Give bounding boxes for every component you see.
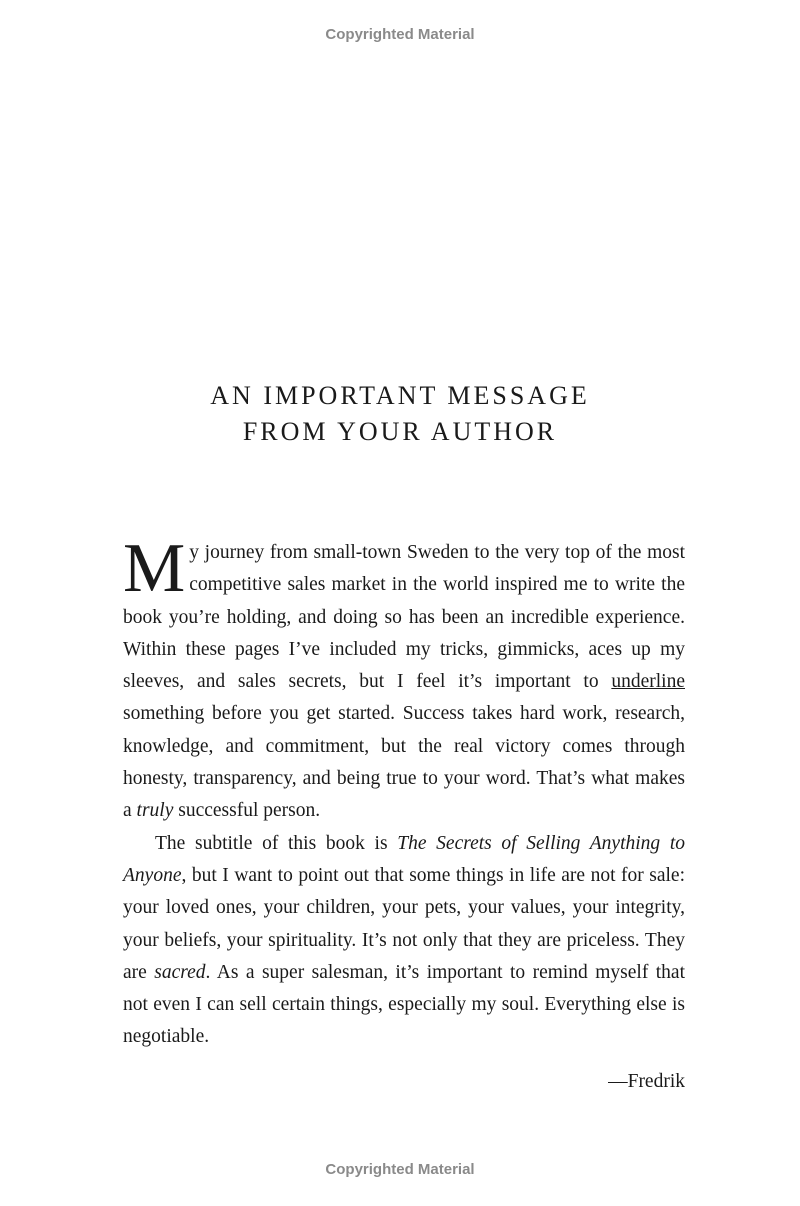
paragraph-2-text-a: The subtitle of this book is (155, 832, 398, 854)
paragraph-1-text-a: y journey from small-town Sweden to the very top of the most competitive sales market in the world inspired me to write the book you’re holding, and doing so has been an incredible experience. Within these pages I’ve included my tricks, gimmicks, aces up my sleeves, and sales secrets, but I feel it’s important to (123, 542, 685, 693)
paragraph-1-text-b: something before you get started. Success takes hard work, research, knowledge, and commitment, but the real victory comes through honesty, transparency, and being true to your word. That’s what makes a (123, 703, 685, 822)
copyright-watermark-top: Copyrighted Material (325, 26, 475, 43)
italic-truly: truly (136, 800, 174, 822)
message-body (123, 530, 686, 1054)
underlined-word: underline (611, 671, 685, 693)
paragraph-2-text-b: , but I want to point out that some things in life are not for sale: your loved ones, your children, your pets, your values, your integrity, your beliefs, your spirituality. It’s not only that they are priceless. They are (123, 864, 685, 983)
heading-line-1: AN IMPORTANT MESSAGE (210, 381, 590, 410)
paragraph-1 (123, 530, 685, 828)
author-signoff: —Fredrik (608, 1071, 685, 1092)
paragraph-2 (123, 828, 685, 1054)
italic-sacred: sacred (154, 961, 206, 983)
paragraph-1-text-c: successful person. (173, 800, 321, 822)
heading-line-2: FROM YOUR AUTHOR (242, 417, 558, 446)
drop-cap: M (123, 530, 186, 607)
copyright-watermark-bottom: Copyrighted Material (325, 1161, 475, 1178)
paragraph-2-text-c: . As a super salesman, it’s important to remind myself that not even I can sell certain things, especially my soul. Everything else is negotiable. (123, 961, 685, 1048)
book-subtitle: The Secrets of Selling Anything to Anyone (123, 832, 686, 886)
